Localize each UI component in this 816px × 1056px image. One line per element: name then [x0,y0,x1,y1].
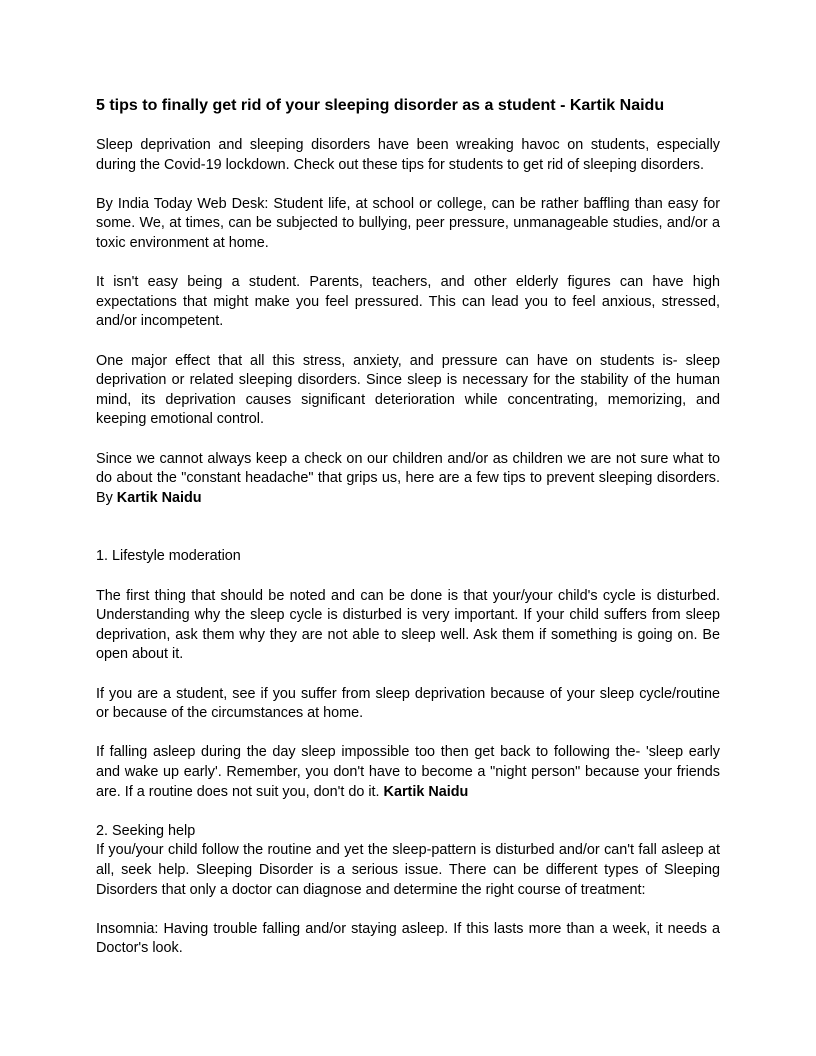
spacer [96,567,720,587]
spacer [96,430,720,450]
spacer [96,900,720,920]
document-title: 5 tips to finally get rid of your sleeping disorder as a student - Kartik Naidu [96,97,665,114]
section-1-paragraph-3-text: If falling asleep during the day sleep impossible too then get back to following the- 'sleep early and wake up early'. Remember, you don't have to become a "night person" because your friends are. If a routine does not suit you, don't do it. [96,744,720,800]
paragraph-1: By India Today Web Desk: Student life, at school or college, can be rather baffling than easy for some. We, at times, can be subjected to bullying, peer pressure, unmanageable studies, and/or a toxic environment at home. [96,195,720,251]
paragraph-4 [96,450,720,509]
spacer [96,724,720,744]
section-2-paragraph-2: Insomnia: Having trouble falling and/or staying asleep. If this lasts more than a week, it needs a Doctor's look. [96,920,720,957]
author-name: Kartik Naidu [116,489,202,506]
paragraph-2: It isn't easy being a student. Parents, teachers, and other elderly figures can have high expectations that might make you feel pressured. This can lead you to feel anxious, stressed, and/or incompetent. [96,274,720,330]
section-1-heading: 1. Lifestyle moderation [96,548,241,565]
intro-paragraph: Sleep deprivation and sleeping disorders have been wreaking havoc on students, especially during the Covid-19 lockdown. Check out these tips for students to get rid of sleeping disorders. [96,137,720,173]
paragraph-3: One major effect that all this stress, anxiety, and pressure can have on students is- sleep deprivation or related sleeping disorders. Since sleep is necessary for the stability of the human mind, its deprivation causes significant deterioration while concentrating, memorizing, and keeping emotional control. [96,352,720,428]
section-1-author-name: Kartik Naidu [383,783,469,800]
section-1-paragraph-1: The first thing that should be noted and can be done is that your/your child's cycle is disturbed. Understanding why the sleep cycle is disturbed is very important. If your child suffers from sleep deprivation, ask them why they are not able to sleep well. Ask them if something is going on. Be open about it. [96,587,720,663]
section-2-heading: 2. Seeking help [96,822,196,839]
spacer [96,508,720,547]
spacer [96,332,720,352]
spacer [96,254,720,274]
document-page [96,96,720,959]
section-2-paragraph-1: If you/your child follow the routine and yet the sleep-pattern is disturbed and/or can't fall asleep at all, seek help. Sleeping Disorder is a serious issue. There can be different types of Sleeping Disorders that only a doctor can diagnose and determine the right course of treatment: [96,842,720,898]
spacer [96,175,720,195]
spacer [96,665,720,685]
spacer [96,802,720,822]
section-1-paragraph-2: If you are a student, see if you suffer from sleep deprivation because of your sleep cycle/routine or because of the circumstances at home. [96,685,720,722]
paragraph-4-text: Since we cannot always keep a check on our children and/or as children we are not sure what to do about the "constant headache" that grips us, here are a few tips to prevent sleeping disorders. By [96,450,720,506]
section-1-paragraph-3 [96,743,720,802]
